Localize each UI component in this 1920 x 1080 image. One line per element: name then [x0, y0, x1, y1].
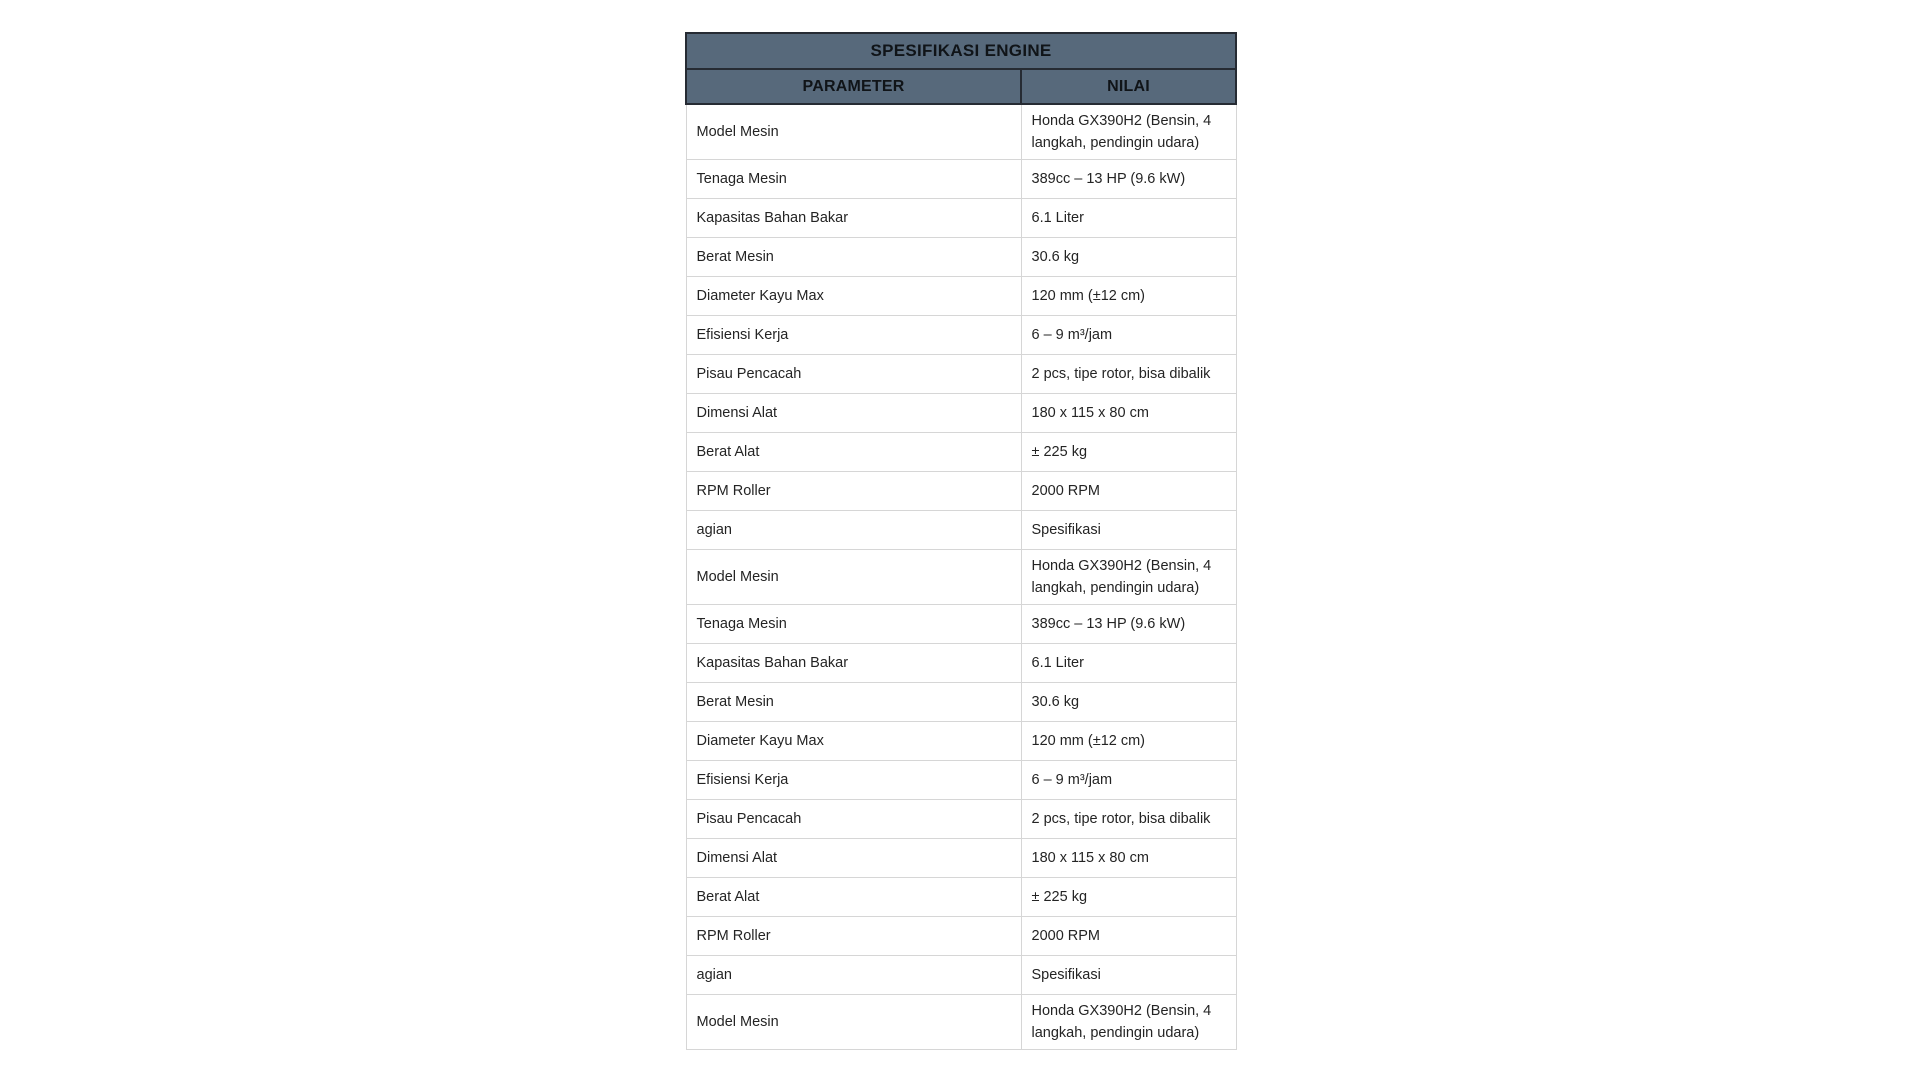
table-row: [686, 839, 1236, 878]
table-row: [686, 878, 1236, 917]
parameter-cell: Pisau Pencacah: [686, 355, 1021, 394]
column-header-nilai: NILAI: [1021, 69, 1236, 104]
table-row: [686, 644, 1236, 683]
value-cell: 6.1 Liter: [1021, 199, 1236, 238]
parameter-cell: Tenaga Mesin: [686, 160, 1021, 199]
parameter-cell: Model Mesin: [686, 550, 1021, 605]
parameter-cell: Diameter Kayu Max: [686, 722, 1021, 761]
table-row: [686, 472, 1236, 511]
parameter-cell: Berat Alat: [686, 433, 1021, 472]
value-cell: 6 – 9 m³/jam: [1021, 316, 1236, 355]
parameter-cell: RPM Roller: [686, 472, 1021, 511]
table-row: [686, 316, 1236, 355]
value-cell: 180 x 115 x 80 cm: [1021, 394, 1236, 433]
spec-table-container: [685, 32, 1235, 1050]
table-row: [686, 683, 1236, 722]
column-header-parameter: PARAMETER: [686, 69, 1021, 104]
table-title: SPESIFIKASI ENGINE: [686, 33, 1236, 69]
table-row: [686, 277, 1236, 316]
table-row: [686, 433, 1236, 472]
parameter-cell: Tenaga Mesin: [686, 605, 1021, 644]
value-cell: 6.1 Liter: [1021, 644, 1236, 683]
parameter-cell: Model Mesin: [686, 995, 1021, 1050]
value-cell: 6 – 9 m³/jam: [1021, 761, 1236, 800]
table-row: [686, 511, 1236, 550]
parameter-cell: Kapasitas Bahan Bakar: [686, 199, 1021, 238]
value-cell: Honda GX390H2 (Bensin, 4 langkah, pendingin udara): [1021, 550, 1236, 605]
table-row: [686, 394, 1236, 433]
parameter-cell: agian: [686, 956, 1021, 995]
parameter-cell: Dimensi Alat: [686, 839, 1021, 878]
value-cell: 2 pcs, tipe rotor, bisa dibalik: [1021, 355, 1236, 394]
table-row: [686, 355, 1236, 394]
value-cell: Honda GX390H2 (Bensin, 4 langkah, pendingin udara): [1021, 995, 1236, 1050]
parameter-cell: agian: [686, 511, 1021, 550]
spec-table: [685, 32, 1237, 1050]
parameter-cell: Efisiensi Kerja: [686, 316, 1021, 355]
parameter-cell: Model Mesin: [686, 104, 1021, 160]
value-cell: 30.6 kg: [1021, 683, 1236, 722]
table-row: [686, 605, 1236, 644]
value-cell: 2000 RPM: [1021, 917, 1236, 956]
table-row: [686, 956, 1236, 995]
value-cell: Spesifikasi: [1021, 511, 1236, 550]
parameter-cell: Berat Alat: [686, 878, 1021, 917]
table-row: [686, 160, 1236, 199]
value-cell: ± 225 kg: [1021, 878, 1236, 917]
parameter-cell: Efisiensi Kerja: [686, 761, 1021, 800]
table-row: [686, 761, 1236, 800]
table-row: [686, 550, 1236, 605]
value-cell: 2 pcs, tipe rotor, bisa dibalik: [1021, 800, 1236, 839]
table-row: [686, 800, 1236, 839]
parameter-cell: Berat Mesin: [686, 238, 1021, 277]
value-cell: 2000 RPM: [1021, 472, 1236, 511]
parameter-cell: Dimensi Alat: [686, 394, 1021, 433]
parameter-cell: Kapasitas Bahan Bakar: [686, 644, 1021, 683]
value-cell: 120 mm (±12 cm): [1021, 277, 1236, 316]
column-header-row: [686, 69, 1236, 104]
table-row: [686, 995, 1236, 1050]
table-row: [686, 917, 1236, 956]
value-cell: 389cc – 13 HP (9.6 kW): [1021, 605, 1236, 644]
value-cell: 30.6 kg: [1021, 238, 1236, 277]
title-row: [686, 33, 1236, 69]
value-cell: 389cc – 13 HP (9.6 kW): [1021, 160, 1236, 199]
spec-table-header: [686, 33, 1236, 104]
spec-table-body: [686, 104, 1236, 1050]
table-row: [686, 238, 1236, 277]
table-row: [686, 104, 1236, 160]
table-row: [686, 199, 1236, 238]
value-cell: ± 225 kg: [1021, 433, 1236, 472]
value-cell: 120 mm (±12 cm): [1021, 722, 1236, 761]
value-cell: Honda GX390H2 (Bensin, 4 langkah, pendingin udara): [1021, 104, 1236, 160]
parameter-cell: Berat Mesin: [686, 683, 1021, 722]
value-cell: 180 x 115 x 80 cm: [1021, 839, 1236, 878]
parameter-cell: Pisau Pencacah: [686, 800, 1021, 839]
value-cell: Spesifikasi: [1021, 956, 1236, 995]
parameter-cell: RPM Roller: [686, 917, 1021, 956]
table-row: [686, 722, 1236, 761]
parameter-cell: Diameter Kayu Max: [686, 277, 1021, 316]
